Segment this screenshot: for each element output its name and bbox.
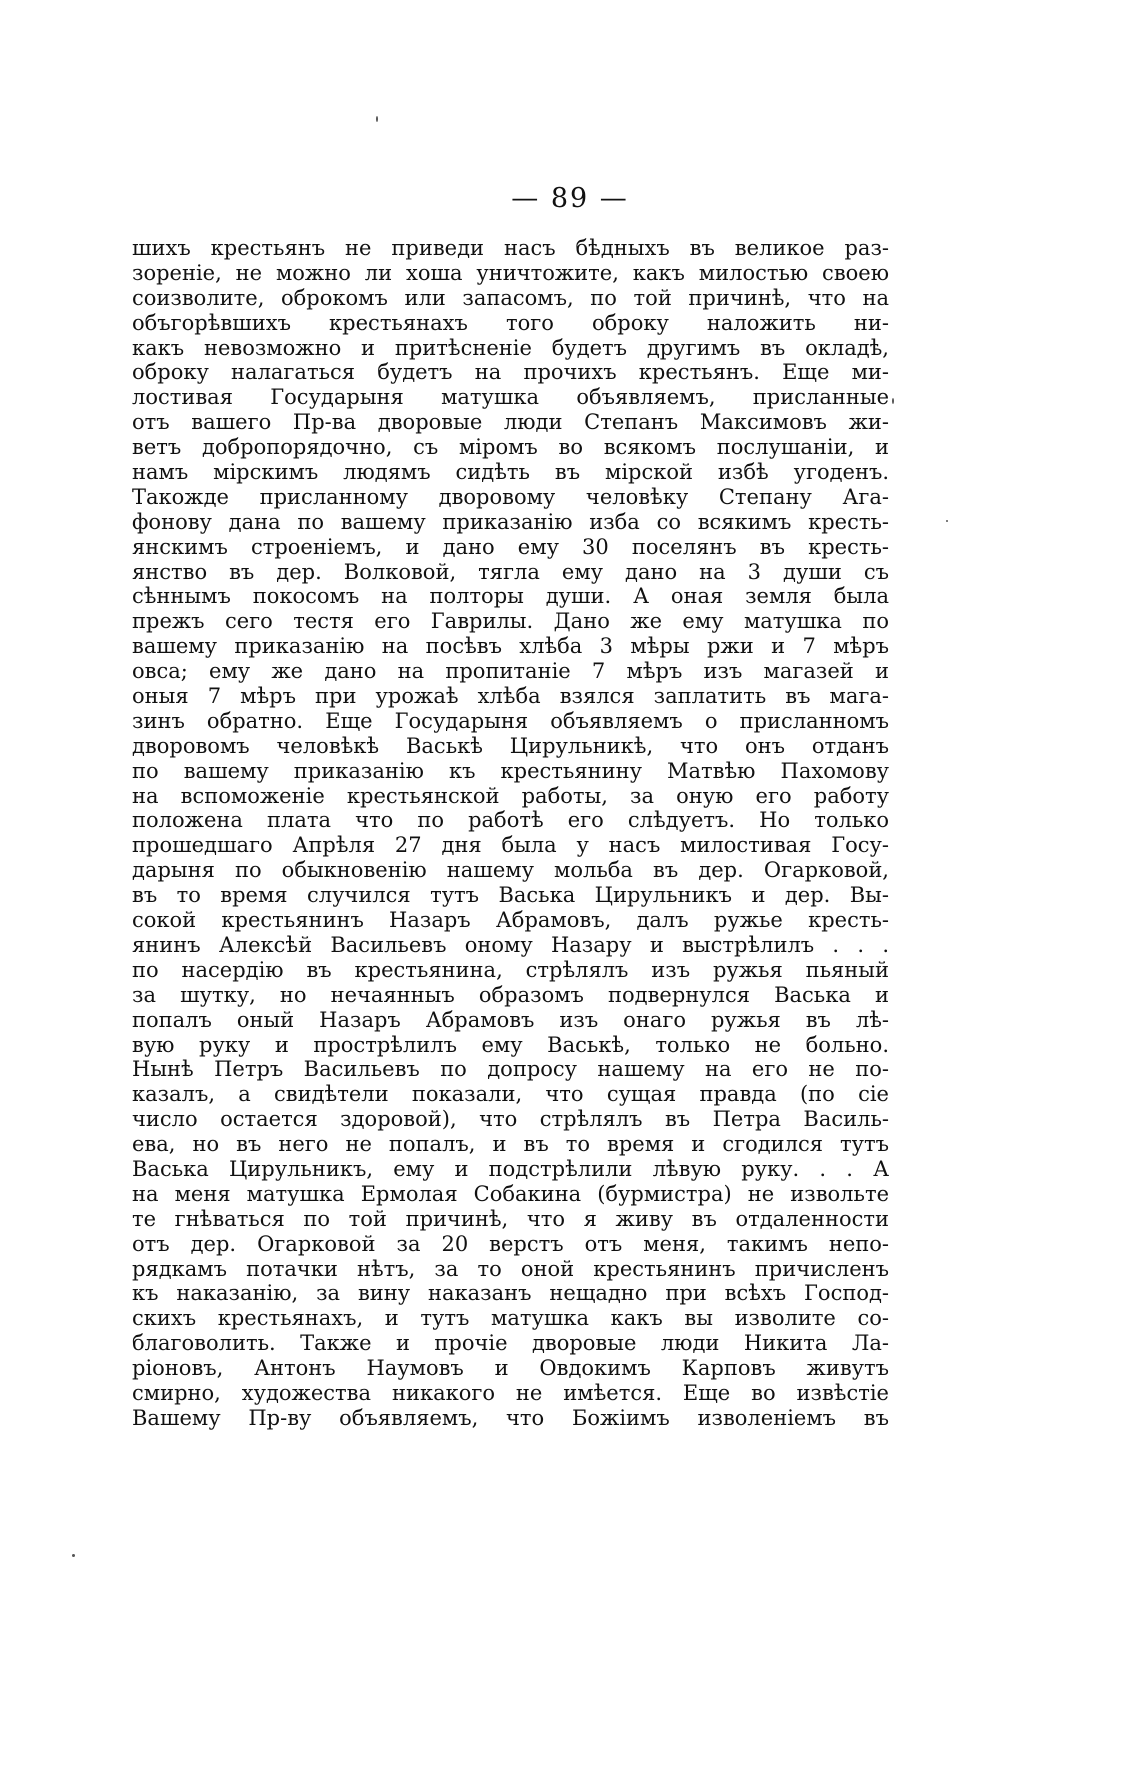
- text-line: на меня матушка Ермолая Собакина (бурмистра) не извольте: [132, 1181, 889, 1206]
- body-text: [132, 236, 889, 1431]
- text-line: Нынѣ Петръ Васильевъ по допросу нашему на его не по-: [132, 1057, 889, 1082]
- text-line: зинъ обратно. Еще Государыня объявляемъ о присланномъ: [132, 708, 889, 733]
- text-line: объгорѣвшихъ крестьянахъ того оброку наложить ни-: [132, 310, 889, 335]
- text-line: вую руку и прострѣлилъ ему Васькѣ, только не больно.: [132, 1032, 889, 1057]
- text-line: шихъ крестьянъ не приведи насъ бѣдныхъ въ великое раз-: [132, 236, 889, 260]
- text-line: Васька Цирульникъ, ему и подстрѣлили лѣвую руку. . . А: [132, 1156, 889, 1181]
- text-line: казалъ, а свидѣтели показали, что сущая правда (по сіе: [132, 1082, 889, 1107]
- text-line: къ наказанію, за вину наказанъ нещадно при всѣхъ Господ-: [132, 1281, 889, 1306]
- text-line: на вспоможеніе крестьянской работы, за оную его работу: [132, 783, 889, 808]
- page-number: — 89 —: [511, 183, 629, 214]
- text-line: зореніе, не можно ли хоша уничтожите, какъ милостью своею: [132, 260, 889, 285]
- text-line: смирно, художества никакого не имѣется. Еще во извѣстіе: [132, 1380, 889, 1405]
- text-line: за шутку, но нечаянныъ образомъ подвернулся Васька и: [132, 982, 889, 1007]
- text-line: въ то время случился тутъ Васька Цирульникъ и дер. Вы-: [132, 883, 889, 908]
- text-line: прежъ сего тестя его Гаврилы. Дано же ему матушка по: [132, 609, 889, 634]
- text-line: янскимъ строеніемъ, и дано ему 30 поселянъ въ кресть-: [132, 534, 889, 559]
- text-line: соизволите, оброкомъ или запасомъ, по той причинѣ, что на: [132, 285, 889, 310]
- print-speck: [946, 520, 948, 522]
- text-line: сокой крестьянинъ Назаръ Абрамовъ, далъ ружье кресть-: [132, 908, 889, 933]
- text-line: янинъ Алексѣй Васильевъ оному Назару и выстрѣлилъ . . .: [132, 932, 889, 957]
- text-line: те гнѣваться по той причинѣ, что я живу въ отдаленности: [132, 1206, 889, 1231]
- text-line: сѣннымъ покосомъ на полторы души. А оная земля была: [132, 584, 889, 609]
- text-line: Такожде присланному дворовому человѣку Степану Ага-: [132, 484, 889, 509]
- text-line: скихъ крестьянахъ, и тутъ матушка какъ вы изволите со-: [132, 1306, 889, 1331]
- text-line: Вашему Пр-ву объявляемъ, что Божіимъ изволеніемъ въ: [132, 1405, 889, 1430]
- text-line: лостивая Государыня матушка объявляемъ, присланные: [132, 385, 889, 410]
- text-line: отъ вашего Пр-ва дворовые люди Степанъ Максимовъ жи-: [132, 410, 889, 435]
- text-line: число остается здоровой), что стрѣлялъ въ Петра Василь-: [132, 1107, 889, 1132]
- text-line: ветъ добропорядочно, съ міромъ во всякомъ послушаніи, и: [132, 435, 889, 460]
- text-line: положена плата что по работѣ его слѣдуетъ. Но только: [132, 808, 889, 833]
- text-line: намъ мірскимъ людямъ сидѣть въ мірской избѣ угоденъ.: [132, 460, 889, 485]
- text-line: рядкамъ потачки нѣтъ, за то оной крестьянинъ причисленъ: [132, 1256, 889, 1281]
- text-line: отъ дер. Огарковой за 20 верстъ отъ меня, такимъ непо-: [132, 1231, 889, 1256]
- print-speck: [892, 398, 894, 404]
- text-line: оныя 7 мѣръ при урожаѣ хлѣба взялся заплатить въ мага-: [132, 684, 889, 709]
- text-line: по насердію въ крестьянина, стрѣлялъ изъ ружья пьяный: [132, 957, 889, 982]
- text-line: овса; ему же дано на пропитаніе 7 мѣръ изъ магазей и: [132, 659, 889, 684]
- text-line: попалъ оный Назаръ Абрамовъ изъ онаго ружья въ лѣ-: [132, 1007, 889, 1032]
- print-speck: [376, 116, 378, 122]
- text-line: какъ невозможно и притѣсненіе будетъ другимъ въ окладѣ,: [132, 335, 889, 360]
- text-line: дарыня по обыкновенію нашему мольба въ дер. Огарковой,: [132, 858, 889, 883]
- text-line: ева, но въ него не попалъ, и въ то время и сгодился тутъ: [132, 1132, 889, 1157]
- print-speck: [72, 1554, 75, 1557]
- text-line: янство въ дер. Волковой, тягла ему дано на 3 души съ: [132, 559, 889, 584]
- text-line: фонову дана по вашему приказанію изба со всякимъ кресть-: [132, 509, 889, 534]
- text-line: оброку налагаться будетъ на прочихъ крестьянъ. Еще ми-: [132, 360, 889, 385]
- text-line: благоволить. Также и прочіе дворовые люди Никита Ла-: [132, 1331, 889, 1356]
- text-line: вашему приказанію на посѣвъ хлѣба 3 мѣры ржи и 7 мѣръ: [132, 634, 889, 659]
- text-line: прошедшаго Апрѣля 27 дня была у насъ милостивая Госу-: [132, 833, 889, 858]
- text-line: дворовомъ человѣкѣ Васькѣ Цирульникѣ, что онъ отданъ: [132, 733, 889, 758]
- text-line: ріоновъ, Антонъ Наумовъ и Овдокимъ Карповъ живутъ: [132, 1356, 889, 1381]
- text-line: по вашему приказанію къ крестьянину Матвѣю Пахомову: [132, 758, 889, 783]
